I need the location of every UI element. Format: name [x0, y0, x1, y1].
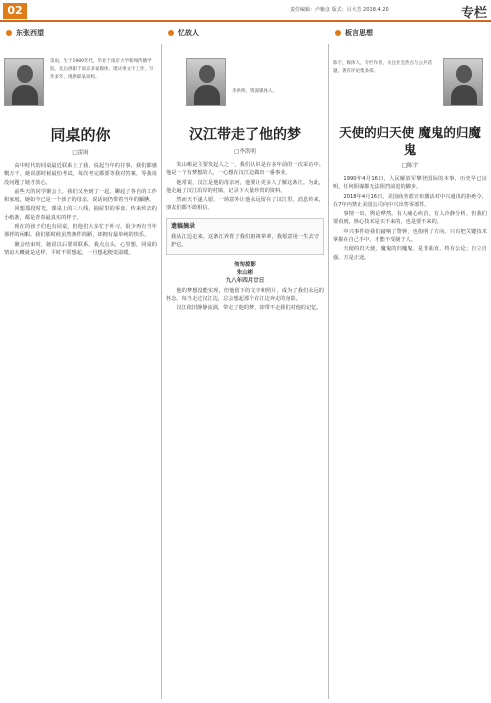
paragraph: 汉江依旧静静流淌，带走了他的梦，却带不走我们对他的记忆。	[176, 305, 322, 312]
paragraph: 天使的归天使，魔鬼的归魔鬼。是非曲直，终有公论；自立自强，方是正途。	[333, 246, 487, 261]
article-body	[166, 161, 324, 313]
quote-text: 我从江边走来，这条江养育了我们祖祖辈辈，我愿意用一生去守护它。	[171, 234, 319, 249]
author-bio: 陈宇，媒体人，专栏作者，关注社会热点与公共话题，著有评论集多部。	[333, 61, 432, 74]
article-byline: □李洪明	[234, 149, 256, 155]
author-box	[4, 58, 157, 118]
column-tag-2: 忆故人	[168, 28, 199, 38]
author-bio: 李洪明，资深媒体人。	[232, 89, 277, 94]
section-title: 专栏	[460, 6, 487, 21]
paragraph: 朱山彬是主要发起人之一，我们认识是在多年前的一次采访中。他是一个有梦想的人，一心想在汉江边做出一番事业。	[166, 162, 324, 177]
article-column-1	[4, 44, 157, 703]
article-title: 同桌的你	[50, 126, 111, 144]
quote-label: 遗稿摘录	[171, 222, 196, 230]
article-byline: □雷雨	[72, 150, 89, 156]
author-photo	[443, 58, 483, 106]
author-photo	[4, 58, 44, 106]
signature-block	[166, 261, 324, 285]
editor-meta: 责任编辑：卢紫彦 版式：吕大芳 2018.4.20	[290, 7, 389, 13]
paragraph: 聚会结束时，她说以后要常联系。我点点头，心里想，同桌的情谊大概就是这样，平时不常想起，一旦想起便觉温暖。	[4, 241, 157, 256]
paragraph: 2018年4月16日，美国商务部宣布激活对中兴通讯的拒绝令，在7年内禁止美国公司向中兴出售零部件。	[333, 193, 487, 208]
signature-date: 九八年四月廿日	[225, 277, 265, 284]
paragraph: 然而天不遂人愿，一场意外让他永远留在了汉江里。消息传来，朋友们都不敢相信。	[166, 197, 324, 212]
quote-box	[166, 218, 324, 255]
signature-name: 朱山彬	[236, 269, 254, 276]
article-title: 汉江带走了他的梦	[189, 127, 301, 143]
article-byline: □陈宇	[401, 163, 419, 169]
article-column-2	[166, 44, 324, 703]
article-column-3	[333, 44, 487, 703]
paragraph: 中兴事件给我们敲响了警钟，也指明了方向。只有把关键技术掌握在自己手中，才能不受制于人。	[333, 228, 487, 244]
signature-place: 匆匆掠影	[233, 261, 256, 268]
paragraph: 他常说，汉江是他的母亲河，他要让更多人了解这条江。为此，他走遍了汉江沿岸的村镇，记录下大量珍贵的资料。	[166, 179, 324, 194]
column-divider	[328, 44, 329, 699]
article-body	[333, 175, 487, 262]
article-body	[4, 162, 157, 257]
paragraph: 高中时代的同桌最近联系上了我，说起当年的往事，我们都感慨万千。她说那时候最怕考试，每次考完都要等我对答案，等我说没问题了她才放心。	[4, 163, 157, 186]
column-divider	[161, 44, 162, 699]
page-header	[0, 0, 491, 22]
author-box	[333, 58, 487, 118]
paragraph: 回想那段时光，课桌上的三八线、抽屉里的零食、传来传去的小纸条，都是青春最真实的样子。	[4, 206, 157, 221]
page-number: 02	[3, 3, 27, 19]
author-bio: 雷雨，生于1980年代，毕业于南京大学新闻传播学院，先后供职于南京多家媒体，现从事文字工作，写作多年，现供职某高校。	[50, 59, 154, 80]
author-box	[166, 58, 324, 118]
author-photo	[186, 58, 226, 106]
paragraph: 前些天的同学聚会上，我们又坐到了一起，聊起了各自的工作和家庭。她如今已是一个孩子的母亲，说话间仍带着当年的腼腆。	[4, 188, 157, 204]
paragraph: 1990年4月16日，人民解放军攀登国际的本事，历史早已证明，任何阴谋都无法阻挡前进的脚步。	[333, 176, 487, 191]
column-tag-3: 板言思想	[335, 28, 373, 38]
article-title: 天使的归天使 魔鬼的归魔鬼	[339, 125, 481, 157]
column-tag-1: 东张西望	[6, 28, 44, 38]
paragraph: 他的梦想没能实现，但他留下的文字和照片，成为了我们永远的怀念。每当走过汉江边，总会想起那个在江边奔走的身影。	[166, 287, 324, 302]
paragraph: 事情一出，舆论哗然。有人痛心疾首，有人冷静分析。但我们要看到，核心技术是买不来的，也是要不来的。	[333, 211, 487, 226]
paragraph: 现在的孩子们也有同桌，但他们大多忙于补习，很少再有当年那样的闲暇。我们那时候虽然条件简陋，却拥有最单纯的快乐。	[4, 224, 157, 239]
